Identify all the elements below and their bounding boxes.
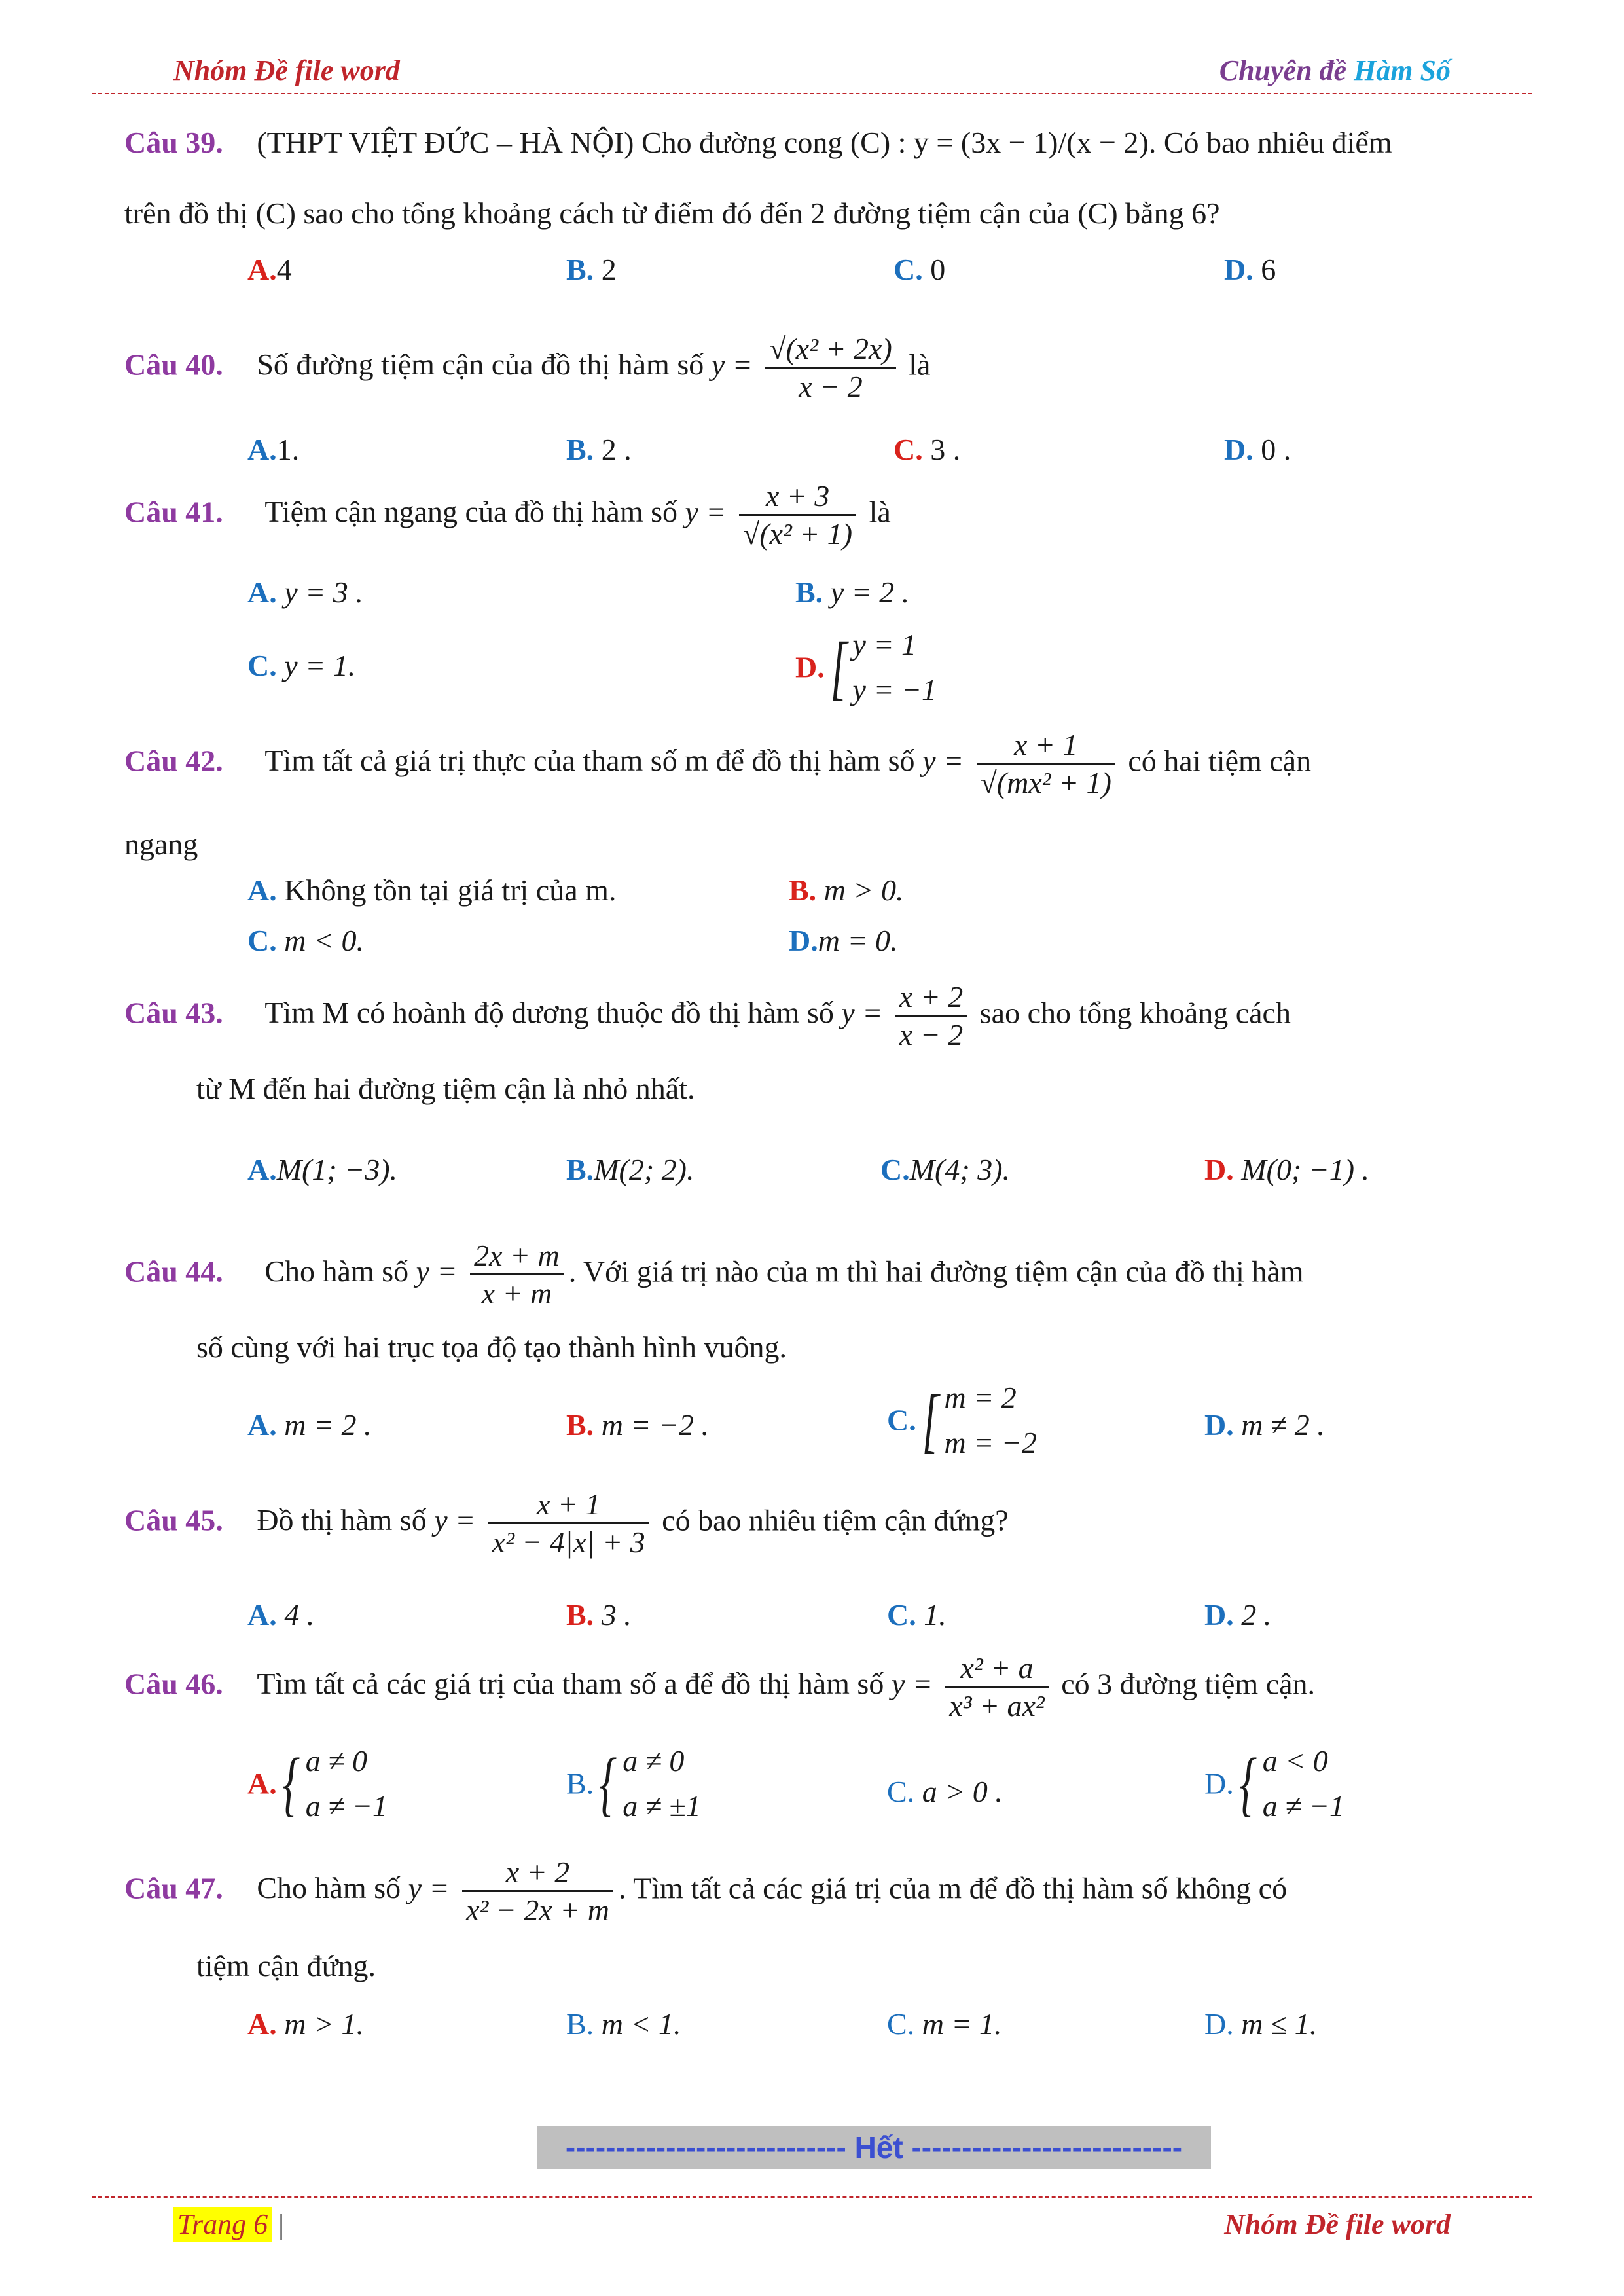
question-text: Tìm tất cả các giá trị của tham số a để đồ thị hàm số bbox=[257, 1667, 884, 1701]
footer-divider bbox=[92, 2196, 1532, 2198]
header-right-prefix: Chuyên đề bbox=[1219, 54, 1347, 86]
formula: $\frac{x + 2}{x - 2}$ bbox=[895, 979, 967, 1053]
formula: $\frac{2x + m}{x + m}$ bbox=[470, 1237, 564, 1311]
question-42: Câu 42. Tìm tất cả giá trị thực của tham số m để đồ thị hàm số y = $\frac{x + 1}{\text{√(mx² + 1)}}$ có hai tiệm cận bbox=[124, 727, 1532, 801]
question-text: Tìm M có hoành độ dương thuộc đồ thị hàm số bbox=[264, 996, 834, 1030]
question-label: Câu 41. bbox=[124, 495, 223, 529]
option-d[interactable]: D.m = 0. bbox=[789, 924, 898, 957]
option-d[interactable]: D. m ≠ 2 . bbox=[1204, 1408, 1325, 1442]
header-right bbox=[1219, 54, 1451, 87]
question-47-line2 bbox=[196, 1948, 1532, 1984]
option-a[interactable]: A.4 bbox=[247, 253, 292, 286]
option-d[interactable]: D. m ≤ 1. bbox=[1204, 2007, 1318, 2041]
option-a[interactable]: A. Không tồn tại giá trị của m. bbox=[247, 873, 617, 907]
formula: $\frac{x + 1}{\text{x² − 4|x| + 3}}$ bbox=[488, 1486, 649, 1560]
question-41: Câu 41. Tiệm cận ngang của đồ thị hàm số y = $\frac{x + 3}{\text{√(x² + 1)}}$ là bbox=[124, 478, 1532, 552]
question-label: Câu 46. bbox=[124, 1667, 223, 1701]
question-label: Câu 39. bbox=[124, 126, 223, 159]
formula: $\frac{\text{√(x² + 2x)}}{x - 2}$ bbox=[765, 331, 896, 405]
option-b[interactable]: B. 3 . bbox=[566, 1598, 632, 1631]
formula: $\frac{x + 2}{\text{x² − 2x + m}}$ bbox=[462, 1854, 613, 1928]
option-b[interactable]: B.M(2; 2). bbox=[566, 1153, 695, 1186]
question-45: Câu 45. Đồ thị hàm số y = $\frac{x + 1}{\text{x² − 4|x| + 3}}$ có bao nhiêu tiệm cận đứng? bbox=[124, 1486, 1532, 1560]
header-right-accent: Hàm Số bbox=[1354, 54, 1451, 86]
footer-separator: | bbox=[278, 2208, 284, 2240]
footer-page bbox=[173, 2208, 284, 2241]
question-46: Câu 46. Tìm tất cả các giá trị của tham số a để đồ thị hàm số y = $\frac{\text{x² + a}}{\text{x³ + ax²}}$ có 3 đường tiệm cận. bbox=[124, 1650, 1532, 1724]
option-c[interactable]: C. m < 0. bbox=[247, 924, 364, 957]
formula: $\frac{\text{x² + a}}{\text{x³ + ax²}}$ bbox=[945, 1650, 1048, 1724]
option-c[interactable]: C. m = 1. bbox=[887, 2007, 1002, 2041]
option-a[interactable]: A.{ a ≠ 0 a ≠ −1 bbox=[247, 1743, 388, 1823]
option-d[interactable]: D.{ a < 0 a ≠ −1 bbox=[1204, 1743, 1345, 1823]
option-d[interactable]: D.[ y = 1 y = −1 bbox=[795, 627, 937, 707]
question-text-2: số cùng với hai trục tọa độ tạo thành hình vuông. bbox=[196, 1330, 787, 1364]
header-divider bbox=[92, 93, 1532, 94]
question-39-line2 bbox=[124, 195, 1532, 231]
option-c[interactable]: C. a > 0 . bbox=[887, 1775, 1003, 1808]
formula: $\frac{x + 3}{\text{√(x² + 1)}}$ bbox=[739, 478, 856, 552]
question-label: Câu 40. bbox=[124, 348, 223, 382]
option-a[interactable]: A.1. bbox=[247, 433, 300, 466]
page-header bbox=[92, 47, 1532, 93]
question-label: Câu 44. bbox=[124, 1254, 223, 1288]
option-c[interactable]: C.M(4; 3). bbox=[880, 1153, 1011, 1186]
option-d[interactable]: D. 6 bbox=[1224, 253, 1276, 286]
question-text: Số đường tiệm cận của đồ thị hàm số bbox=[257, 348, 704, 382]
question-text: Đồ thị hàm số bbox=[257, 1503, 427, 1537]
header-left: Nhóm Đề file word bbox=[173, 54, 400, 86]
question-label: Câu 42. bbox=[124, 744, 223, 778]
option-a[interactable]: A. y = 3 . bbox=[247, 575, 363, 609]
formula: $\frac{x + 1}{\text{√(mx² + 1)}}$ bbox=[977, 727, 1115, 801]
question-44: Câu 44. Cho hàm số y = $\frac{2x + m}{x + m}$ . Với giá trị nào của m thì hai đường tiệm cận của đồ thị hàm bbox=[124, 1237, 1532, 1311]
question-text: Cho hàm số bbox=[264, 1254, 409, 1288]
option-b[interactable]: B. y = 2 . bbox=[795, 575, 910, 609]
question-text-2: từ M đến hai đường tiệm cận là nhỏ nhất. bbox=[196, 1072, 695, 1105]
option-b[interactable]: B.{ a ≠ 0 a ≠ ±1 bbox=[566, 1743, 701, 1823]
question-text-2: tiệm cận đứng. bbox=[196, 1949, 376, 1982]
option-d[interactable]: D. M(0; −1) . bbox=[1204, 1153, 1370, 1186]
question-42-line2 bbox=[124, 826, 1532, 862]
question-39 bbox=[124, 124, 1532, 160]
option-c[interactable]: C. 0 bbox=[893, 253, 946, 286]
option-b[interactable]: B. m < 1. bbox=[566, 2007, 681, 2041]
question-text-2: trên đồ thị (C) sao cho tổng khoảng cách từ điểm đó đến 2 đường tiệm cận của (C) bằng 6? bbox=[124, 196, 1220, 230]
question-43-line2 bbox=[196, 1070, 1532, 1106]
question-43: Câu 43. Tìm M có hoành độ dương thuộc đồ thị hàm số y = $\frac{x + 2}{x - 2}$ sao cho tổng khoảng cách bbox=[124, 979, 1532, 1053]
option-b[interactable]: B. m > 0. bbox=[789, 873, 904, 907]
question-label: Câu 45. bbox=[124, 1503, 223, 1537]
option-b[interactable]: B. 2 bbox=[566, 253, 617, 286]
question-text-2: ngang bbox=[124, 828, 198, 861]
option-a[interactable]: A. m = 2 . bbox=[247, 1408, 372, 1442]
question-text: Cho hàm số bbox=[257, 1871, 401, 1905]
question-label: Câu 47. bbox=[124, 1871, 223, 1905]
option-c[interactable]: C. 3 . bbox=[893, 433, 961, 466]
question-text: Tiệm cận ngang của đồ thị hàm số bbox=[264, 495, 678, 529]
question-text: Tìm tất cả giá trị thực của tham số m để đồ thị hàm số bbox=[264, 744, 915, 778]
page-number: Trang 6 bbox=[173, 2207, 272, 2242]
question-47: Câu 47. Cho hàm số y = $\frac{x + 2}{\text{x² − 2x + m}}$ . Tìm tất cả các giá trị của m để đồ thị hàm số không có bbox=[124, 1854, 1532, 1928]
option-a[interactable]: A.M(1; −3). bbox=[247, 1153, 398, 1186]
footer-right: Nhóm Đề file word bbox=[1224, 2208, 1451, 2240]
option-a[interactable]: A. m > 1. bbox=[247, 2007, 364, 2041]
question-44-line2 bbox=[196, 1329, 1532, 1365]
option-b[interactable]: B. m = −2 . bbox=[566, 1408, 709, 1442]
question-text: (THPT VIỆT ĐỨC – HÀ NỘI) Cho đường cong (C) : y = (3x − 1)/(x − 2). Có bao nhiêu điểm bbox=[257, 126, 1392, 159]
question-40: Câu 40. Số đường tiệm cận của đồ thị hàm số y = $\frac{\text{√(x² + 2x)}}{x - 2}$ là bbox=[124, 331, 1532, 405]
option-c[interactable]: C. y = 1. bbox=[247, 649, 356, 682]
question-label: Câu 43. bbox=[124, 996, 223, 1030]
option-c[interactable]: C. 1. bbox=[887, 1598, 947, 1631]
end-banner: ---------------------------- Hết --------------------------- bbox=[537, 2126, 1211, 2169]
option-b[interactable]: B. 2 . bbox=[566, 433, 632, 466]
option-c[interactable]: C.[ m = 2 m = −2 bbox=[887, 1380, 1037, 1460]
option-d[interactable]: D. 2 . bbox=[1204, 1598, 1272, 1631]
option-d[interactable]: D. 0 . bbox=[1224, 433, 1291, 466]
option-a[interactable]: A. 4 . bbox=[247, 1598, 315, 1631]
